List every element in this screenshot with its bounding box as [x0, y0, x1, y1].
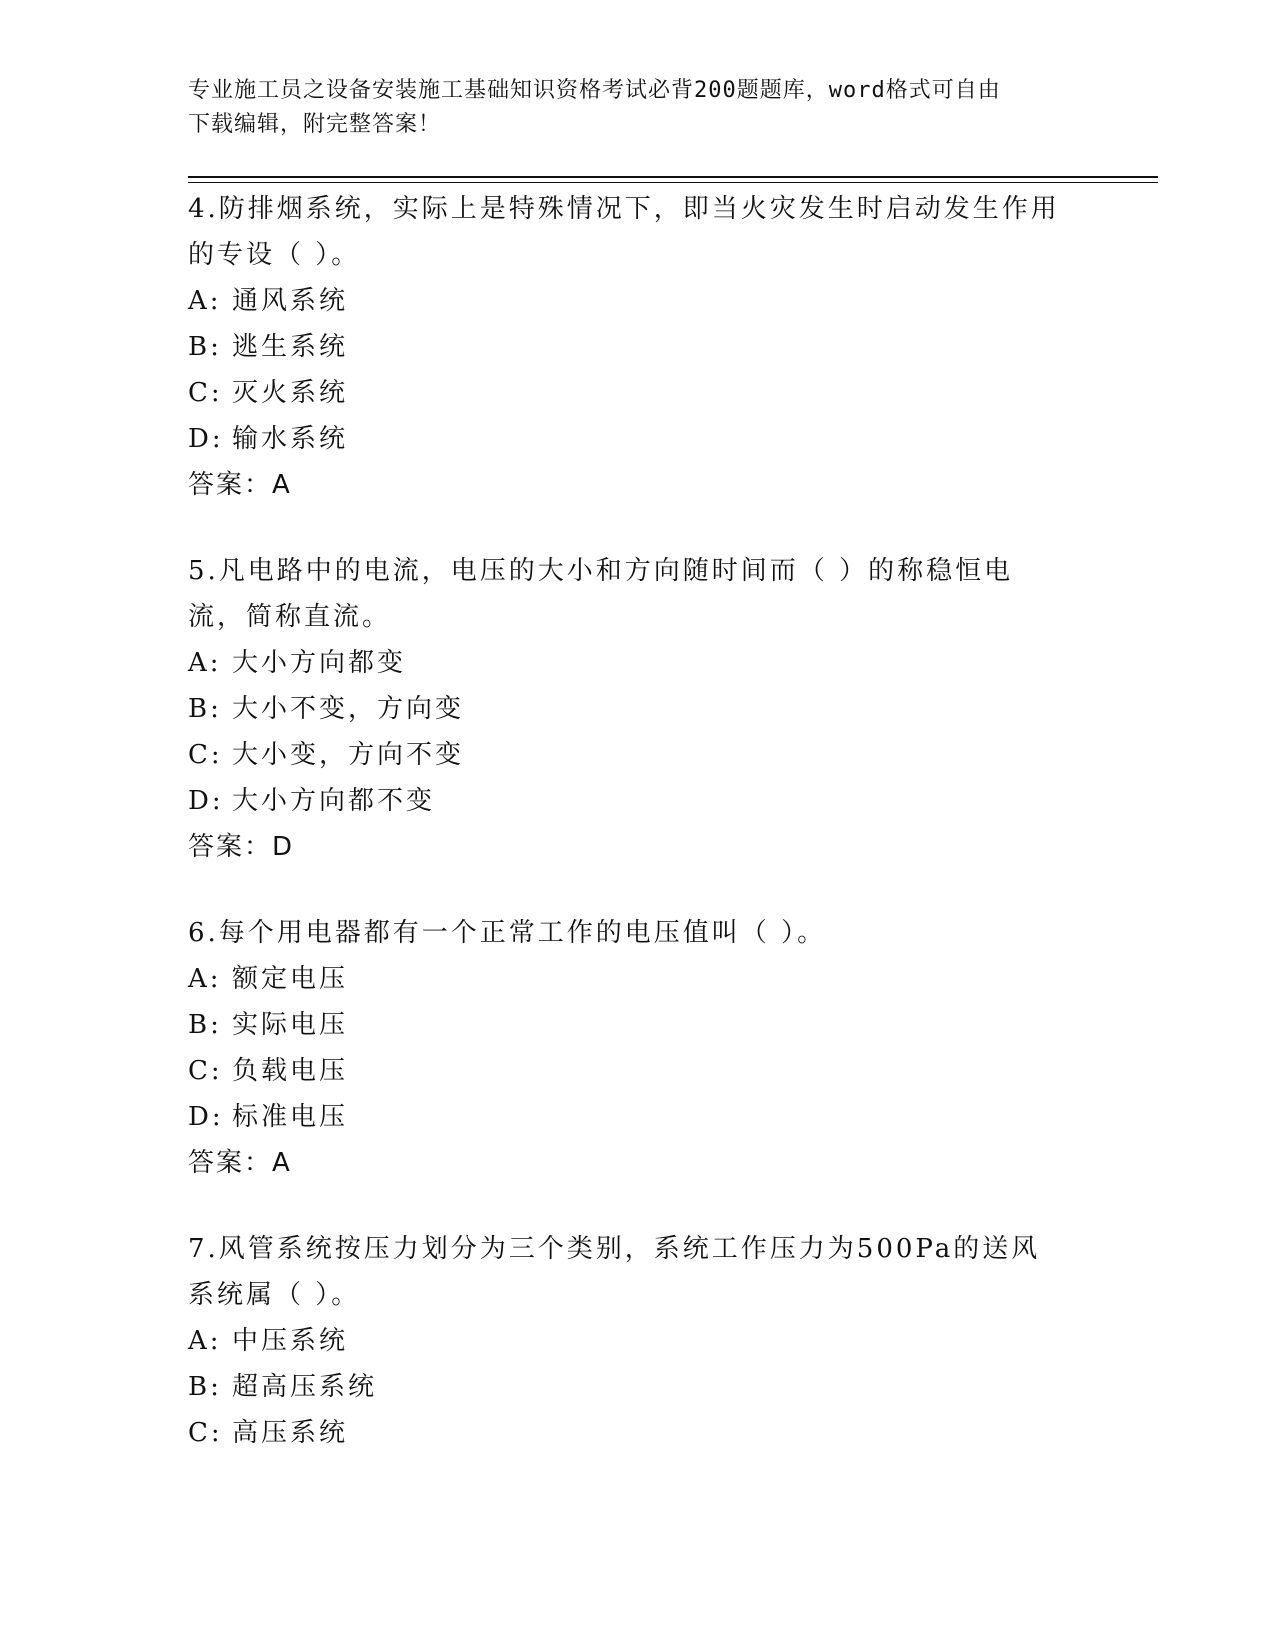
answer-option	[188, 1364, 1068, 1410]
option-text: 大小变，方向不变	[232, 740, 465, 770]
answer-option	[188, 416, 1068, 462]
option-text: 超高压系统	[232, 1372, 378, 1402]
answer-option	[188, 324, 1068, 370]
option-text: 通风系统	[232, 286, 349, 316]
option-letter: A:	[188, 286, 222, 316]
answer-option	[188, 732, 1068, 778]
answer-key: 答案：A	[188, 1148, 292, 1178]
question-text: 4.防排烟系统，实际上是特殊情况下，即当火灾发生时启动发生作用的专设（ ）。	[188, 194, 1060, 270]
document-header	[188, 74, 1088, 142]
answer-option	[188, 686, 1068, 732]
answer-option	[188, 1410, 1068, 1456]
option-text: 负载电压	[232, 1056, 349, 1086]
option-letter: A:	[188, 648, 222, 678]
option-letter: B:	[188, 694, 222, 724]
answer-key: 答案：D	[188, 832, 295, 862]
answer-option	[188, 1002, 1068, 1048]
question-block	[188, 910, 1068, 1186]
option-text: 输水系统	[232, 424, 349, 454]
question-block	[188, 548, 1068, 870]
answer-option	[188, 1048, 1068, 1094]
header-line-2: 下载编辑，附完整答案！	[188, 112, 442, 137]
option-text: 大小不变，方向变	[232, 694, 465, 724]
option-letter: A:	[188, 964, 222, 994]
option-letter: B:	[188, 1010, 222, 1040]
answer-option	[188, 778, 1068, 824]
option-text: 标准电压	[232, 1102, 349, 1132]
option-letter: A:	[188, 1326, 222, 1356]
answer-option	[188, 1318, 1068, 1364]
answer-key: 答案：A	[188, 470, 292, 500]
question-list	[188, 186, 1068, 1496]
answer-option	[188, 956, 1068, 1002]
question-text: 6.每个用电器都有一个正常工作的电压值叫（ ）。	[188, 918, 827, 948]
header-divider-thick	[188, 176, 1158, 178]
answer-option	[188, 278, 1068, 324]
option-text: 大小方向都不变	[232, 786, 436, 816]
option-text: 实际电压	[232, 1010, 349, 1040]
question-block	[188, 1226, 1068, 1456]
option-text: 灭火系统	[232, 378, 349, 408]
option-text: 中压系统	[232, 1326, 349, 1356]
option-letter: B:	[188, 1372, 222, 1402]
option-letter: D:	[188, 424, 224, 454]
answer-option	[188, 370, 1068, 416]
option-letter: C:	[188, 378, 223, 408]
option-text: 大小方向都变	[232, 648, 407, 678]
option-letter: D:	[188, 786, 224, 816]
option-text: 额定电压	[232, 964, 349, 994]
question-block	[188, 186, 1068, 508]
option-letter: C:	[188, 1418, 223, 1448]
option-letter: C:	[188, 740, 223, 770]
answer-option	[188, 640, 1068, 686]
option-text: 逃生系统	[232, 332, 349, 362]
question-text: 5.凡电路中的电流，电压的大小和方向随时间而（ ）的称稳恒电流，简称直流。	[188, 556, 1014, 632]
option-letter: C:	[188, 1056, 223, 1086]
header-divider-thin	[188, 182, 1158, 183]
option-text: 高压系统	[232, 1418, 349, 1448]
option-letter: B:	[188, 332, 222, 362]
header-line-1: 专业施工员之设备安装施工基础知识资格考试必背200题题库，word格式可自由	[188, 78, 1001, 103]
answer-option	[188, 1094, 1068, 1140]
question-text: 7.风管系统按压力划分为三个类别，系统工作压力为500Pa的送风系统属（ ）。	[188, 1234, 1041, 1310]
option-letter: D:	[188, 1102, 224, 1132]
